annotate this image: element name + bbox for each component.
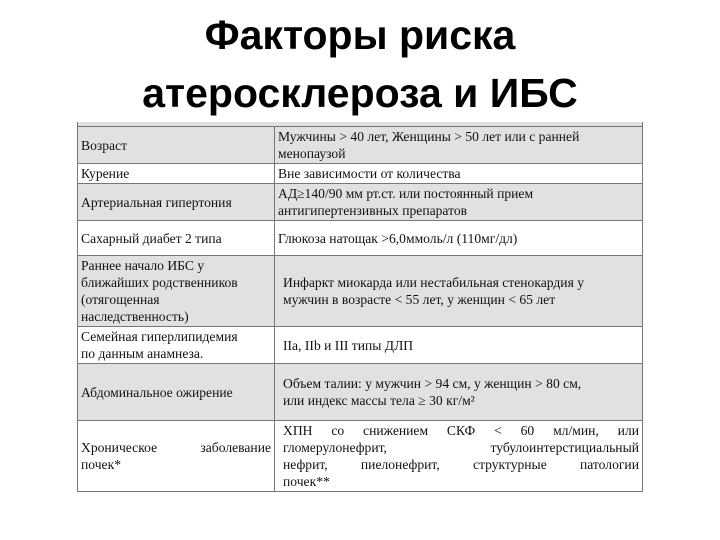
table-row: [78, 184, 643, 221]
criterion-line: менопаузой: [278, 146, 346, 161]
factor-cell: [78, 327, 275, 364]
criterion-line: мужчин в возрасте < 55 лет, у женщин < 65 лет: [283, 292, 556, 307]
table-row: [78, 327, 643, 364]
factor-line: наследственность): [81, 309, 189, 324]
factor-cell: [78, 184, 275, 221]
criterion-cell: [275, 327, 643, 364]
criterion-line: Вне зависимости от количества: [278, 166, 461, 181]
factor-cell: [78, 221, 275, 256]
factor-line: Семейная гиперлипидемия: [81, 329, 238, 344]
factor-text: Сахарный диабет 2 типа: [81, 230, 222, 246]
criterion-line: IIa, IIb и III типы ДЛП: [283, 337, 414, 353]
factor-cell: [78, 364, 275, 421]
criterion-cell: [275, 127, 643, 164]
criterion-line: гломерулонефрит, тубулоинтерстициальный: [283, 440, 639, 455]
criterion-line: Мужчины > 40 лет, Женщины > 50 лет или с ранней: [278, 129, 580, 144]
factor-line: ближайших родственников: [81, 275, 238, 290]
criterion-cell: [275, 221, 643, 256]
criterion-line: Глюкоза натощак >6,0ммоль/л (110мг/дл): [278, 230, 518, 246]
criterion-line: Объем талии: у мужчин > 94 см, у женщин > 80 см,: [283, 376, 582, 391]
factor-line: Раннее начало ИБС у: [81, 258, 205, 273]
criterion-line: или индекс массы тела ≥ 30 кг/м²: [283, 393, 475, 408]
criterion-line: антигипертензивных препаратов: [278, 203, 468, 218]
criterion-line: почек**: [283, 474, 330, 489]
table-row: [78, 127, 643, 164]
table-row: [78, 256, 643, 327]
table-row: [78, 164, 643, 184]
criterion-line: Инфаркт миокарда или нестабильная стенокардия у: [283, 275, 585, 290]
criterion-cell: [275, 164, 643, 184]
factor-line: Хроническое заболевание: [81, 440, 271, 455]
factor-cell: [78, 164, 275, 184]
factor-line: почек*: [81, 457, 121, 472]
table-row: [78, 421, 643, 492]
criterion-cell: [275, 256, 643, 327]
table-row: [78, 364, 643, 421]
factor-text: Возраст: [81, 137, 128, 153]
factor-cell: [78, 421, 275, 492]
table-row: [78, 221, 643, 256]
factor-text: Абдоминальное ожирение: [81, 384, 233, 400]
criterion-cell: [275, 364, 643, 421]
criterion-cell: [275, 421, 643, 492]
slide-title-line-1: Факторы риска: [204, 12, 516, 58]
slide-title-line-2: атеросклероза и ИБС: [142, 70, 578, 116]
criterion-line: АД≥140/90 мм рт.ст. или постоянный прием: [278, 186, 534, 201]
criterion-cell: [275, 184, 643, 221]
factor-line: (отягощенная: [81, 292, 160, 307]
factor-cell: [78, 127, 275, 164]
factor-cell: [78, 256, 275, 327]
factor-text: Артериальная гипертония: [81, 194, 232, 210]
criterion-line: ХПН со снижением СКФ < 60 мл/мин, или: [283, 423, 639, 438]
factor-line: по данным анамнеза.: [81, 346, 204, 361]
risk-factors-document: [77, 122, 643, 492]
criterion-line: нефрит, пиелонефрит, структурные патологии: [283, 457, 639, 472]
factor-text: Курение: [81, 166, 130, 181]
slide-title: [0, 6, 720, 122]
risk-factors-table: [77, 126, 643, 492]
